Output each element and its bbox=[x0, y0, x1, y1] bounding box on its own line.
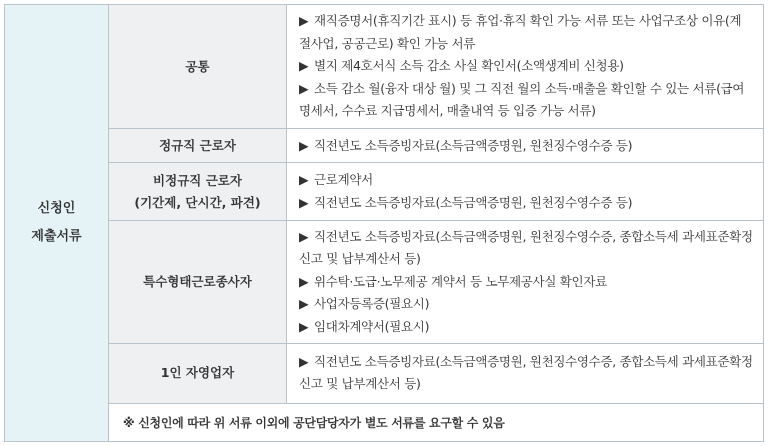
triangle-bullet-icon: ▶ bbox=[299, 172, 309, 188]
triangle-bullet-icon: ▶ bbox=[299, 228, 309, 244]
category-label-sub: (기간제, 단시간, 파견) bbox=[134, 194, 261, 210]
category-label: 공통 bbox=[185, 58, 210, 74]
list-item-text: 사업자등록증(필요시) bbox=[314, 296, 430, 312]
list-item bbox=[299, 293, 753, 316]
triangle-bullet-icon: ▶ bbox=[299, 318, 309, 334]
items-cell bbox=[287, 221, 764, 343]
list-item bbox=[299, 271, 753, 294]
list-item-text: 직전년도 소득증빙자료(소득금액증명원, 원천징수영수증 등) bbox=[314, 194, 633, 210]
required-documents-table bbox=[4, 4, 764, 442]
table-row-nonregular-worker bbox=[5, 163, 764, 221]
table-row-special-employment bbox=[5, 221, 764, 343]
category-cell bbox=[109, 221, 287, 343]
category-cell bbox=[109, 343, 287, 403]
side-label-line-1: 신청인 bbox=[37, 201, 76, 216]
list-item-text: 직전년도 소득증빙자료(소득금액증명원, 원천징수영수증 등) bbox=[314, 137, 633, 153]
list-item bbox=[299, 135, 753, 158]
list-item bbox=[299, 78, 753, 123]
triangle-bullet-icon: ▶ bbox=[299, 13, 309, 29]
list-item bbox=[299, 10, 753, 55]
list-item bbox=[299, 55, 753, 78]
table-row-regular-worker bbox=[5, 129, 764, 163]
items-cell bbox=[287, 163, 764, 221]
list-item-text: 임대차계약서(필요시) bbox=[314, 318, 430, 334]
note-text: ※ 신청인에 따라 위 서류 이외에 공단담당자가 별도 서류를 요구할 수 있음 bbox=[123, 415, 505, 430]
category-label: 비정규직 근로자 bbox=[153, 172, 242, 188]
list-item-text: 직전년도 소득증빙자료(소득금액증명원, 원천징수영수증, 종합소득세 과세표준확정신고 및 납부계산서 등) bbox=[299, 228, 753, 267]
triangle-bullet-icon: ▶ bbox=[299, 58, 309, 74]
category-label: 1인 자영업자 bbox=[160, 365, 235, 381]
applicant-documents-header bbox=[5, 5, 109, 442]
category-cell bbox=[109, 5, 287, 129]
table-row-common bbox=[5, 5, 764, 129]
list-item-text: 재직증명서(휴직기간 표시) 등 휴업·휴직 확인 가능 서류 또는 사업구조상 이유(계절사업, 공공근로) 확인 가능 서류 bbox=[299, 13, 742, 51]
list-item-text: 근로계약서 bbox=[314, 172, 373, 188]
category-cell bbox=[109, 163, 287, 221]
list-item-text: 소득 감소 월(융자 대상 월) 및 그 직전 월의 소득·매출을 확인할 수 있는 서류(급여명세서, 수수료 지급명세서, 매출내역 등 입증 가능 서류) bbox=[299, 80, 745, 119]
table-row-self-employed bbox=[5, 343, 764, 403]
list-item bbox=[299, 226, 753, 271]
triangle-bullet-icon: ▶ bbox=[299, 273, 309, 289]
category-label: 정규직 근로자 bbox=[159, 137, 236, 153]
document-table-wrapper bbox=[4, 4, 764, 442]
list-item-text: 별지 제4호서식 소득 감소 사실 확인서(소액생계비 신청용) bbox=[314, 58, 624, 74]
category-cell bbox=[109, 129, 287, 163]
list-item bbox=[299, 192, 753, 215]
list-item bbox=[299, 351, 753, 396]
triangle-bullet-icon: ▶ bbox=[299, 353, 309, 369]
triangle-bullet-icon: ▶ bbox=[299, 194, 309, 210]
triangle-bullet-icon: ▶ bbox=[299, 296, 309, 312]
triangle-bullet-icon: ▶ bbox=[299, 80, 309, 96]
table-row-note bbox=[5, 403, 764, 441]
note-cell bbox=[109, 403, 764, 441]
list-item-text: 직전년도 소득증빙자료(소득금액증명원, 원천징수영수증, 종합소득세 과세표준확정신고 및 납부계산서 등) bbox=[299, 353, 753, 392]
items-cell bbox=[287, 5, 764, 129]
list-item bbox=[299, 169, 753, 192]
list-item-text: 위수탁·도급·노무제공 계약서 등 노무제공사실 확인자료 bbox=[314, 273, 607, 289]
triangle-bullet-icon: ▶ bbox=[299, 137, 309, 153]
side-label-line-2: 제출서류 bbox=[31, 229, 82, 244]
items-cell bbox=[287, 129, 764, 163]
list-item bbox=[299, 316, 753, 339]
items-cell bbox=[287, 343, 764, 403]
category-label: 특수형태근로종사자 bbox=[143, 274, 252, 290]
